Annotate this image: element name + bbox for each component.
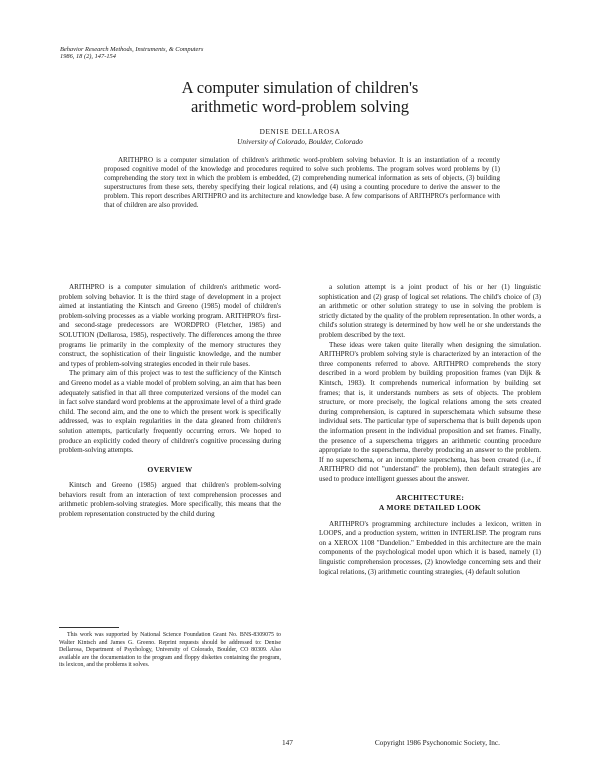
body-paragraph: Kintsch and Greeno (1985) argued that children's problem-solving behaviors result from an interaction of text comprehension processes and arithmetic problem-solving strategies. More specifically, this means that the problem representation constructed by the child during [59,481,281,519]
page-number: 147 [282,738,293,747]
paper-title [100,78,500,116]
author-name: DENISE DELLAROSA [259,127,341,136]
right-column [319,283,541,577]
title-line-2: arithmetic word-problem solving [190,97,410,116]
abstract: ARITHPRO is a computer simulation of children's arithmetic word-problem solving behavior. It is an instantiation of a recently proposed cognitive model of the knowledge and procedures required to solve such problems. The program solves word problems by (1) comprehending the story text in which the problem is embedded, (2) comprehending numerical information as sets of objects, (3) building superstructures from these sets, thereby specifying their logical relations, and (4) using a counting procedure to derive the answer to the problem. This report describes ARITHPRO and its architecture and knowledge base. A few comparisons of ARITHPRO's performance with that of children are also provided. [104,156,500,210]
section-heading-overview: OVERVIEW [147,464,193,474]
body-paragraph: The primary aim of this project was to test the sufficiency of the Kintsch and Greeno model as a viable model of problem solving, an aim that has been adequately satisfied in that all three computerized versions of the model can in fact solve standard word problems at the approximate level of a third grade child. The second aim, and the one to which the present work is specifically addressed, was to explain regularities in the data gleaned from children's solution attempts, particularly frequently occurring errors. We hoped to produce an explicitly coded theory of children's cognitive processing during problem-solving attempts. [59,369,281,455]
journal-name: Behavior Research Methods, Instruments, & Computers [60,46,204,53]
left-column [59,283,281,520]
copyright-notice: Copyright 1986 Psychonomic Society, Inc. [374,738,500,747]
section-heading-architecture [319,493,541,512]
body-paragraph: ARITHPRO's programming architecture includes a lexicon, written in LOOPS, and a production system, written in INTERLISP. The program runs on a XEROX 1108 "Dandelion." Embedded in this architecture are the main components of the psychological model upon which it is based, namely (1) linguistic comprehension processes, (2) knowledge concerning sets and their logical relations, (3) arithmetic counting strategies, (4) default solution [319,519,541,576]
heading-line-2: A MORE DETAILED LOOK [378,503,482,513]
journal-citation [60,46,203,60]
title-line-1: A computer simulation of children's [181,78,419,97]
footnote: This work was supported by National Science Foundation Grant No. BNS-8309075 to Walter Kintsch and James G. Greeno. Reprint requests should be addressed to: Denise Dellarosa, Department of Psychology, University of Colorado, Boulder, CO 80309. Also available are the documentation to the program and floppy diskettes containing the program, its lexicon, and the problems it solves. [59,632,281,669]
body-paragraph: ARITHPRO is a computer simulation of children's arithmetic word-problem solving behavior. It is the third stage of development in a project aimed at instantiating the Kintsch and Greeno (1985) model of children's problem-solving processes as a viable working program. ARITHPRO's first- and second-stage predecessors are WORDPRO (Fletcher, 1985) and SOLUTION (Dellarosa, 1985), respectively. The differences among the three programs lie primarily in the complexity of the memory structures they construct, the sophistication of their linguistic knowledge, and the number and types of problem-solving strategies encoded in their rule bases. [59,283,281,368]
body-paragraph: a solution attempt is a joint product of his or her (1) linguistic sophistication and (2) grasp of logical set relations. The child's choice of (3) an arithmetic or other solution strategy to use in solving the problem is strictly dictated by the quality of the problem representation. In other words, a child's solution strategy is determined by how well he or she understands the problem described by the text. [319,283,541,339]
footnote-divider [59,627,119,628]
body-paragraph: These ideas were taken quite literally when designing the simulation. ARITHPRO's problem solving style is characterized by an interaction of the three components referred to above. ARITHPRO comprehends the story described in a word problem by building proposition frames (van Dijk & Kintsch, 1983). It comprehends numerical information by building set frames; that is, it understands numbers as sets of objects. The problem structure, or more precisely, the logical relations among the sets created during comprehension, is captured in superschemata which subsume these individual sets. The particular type of superschema that is built depends upon the information present in the individual proposition and set frames. Finally, the presence of a superschema triggers an arithmetic counting procedure appropriate to the superschema, thereby producing an answer to the problem. If no superschema, or an incomplete superschema, has been created (i.e., if ARITHPRO did not "understand" the problem), then default strategies are used to produce intelligent guesses about the answer. [319,340,541,483]
journal-volume: 1986, 18 (2), 147-154 [60,53,116,61]
heading-line-1: ARCHITECTURE: [395,493,465,503]
author-affiliation: University of Colorado, Boulder, Colorado [237,137,363,146]
